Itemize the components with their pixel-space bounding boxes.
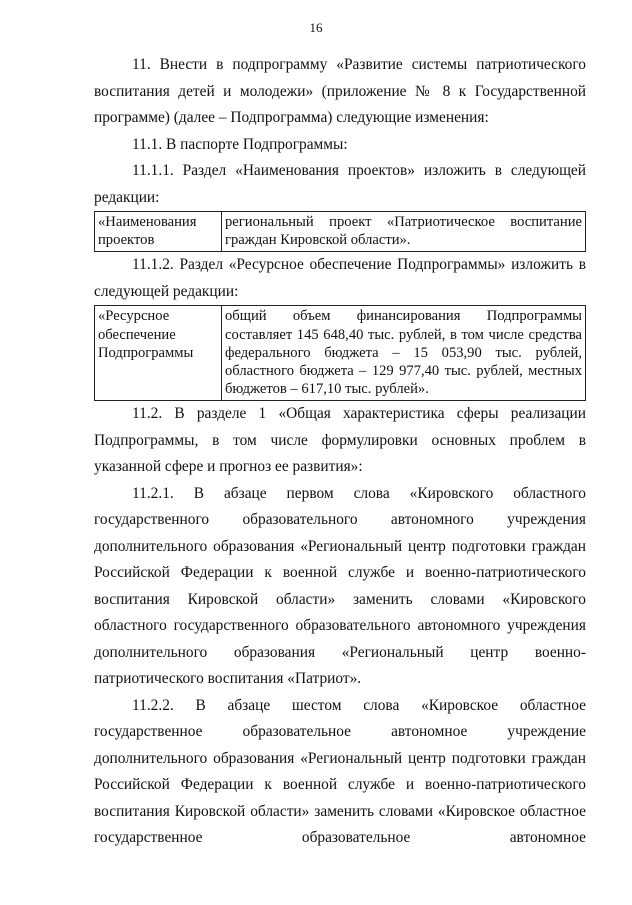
projects-value-cell: региональный проект «Патриотическое воспитание граждан Кировской области». [222, 212, 586, 252]
paragraph-11: 11. Внести в подпрограмму «Развитие системы патриотического воспитания детей и молодежи» (приложение № 8 к Государственной программе) (далее – Подпрограмма) следующие изменения: [94, 56, 586, 126]
table-row [95, 212, 586, 252]
paragraph-11-2-2: 11.2.2. В абзаце шестом слова «Кировское областное государственное образовательное автономное учреждение дополнительного образования «Региональный центр подготовки граждан Российской Федерации к военной службе и военно-патриотического воспитания Кировской области» заменить словами «Кировское областное государственное образовательное автономное [94, 696, 586, 847]
resources-table [94, 305, 586, 401]
paragraph-11-2-1: 11.2.1. В абзаце первом слова «Кировского областного государственного образовательного автономного учреждения дополнительного образования «Региональный центр подготовки граждан Российской Федерации к военной службе и военно-патриотического воспитания Кировской области» заменить словами «Кировского областного государственного образовательного автономного учреждения дополнительного образования «Региональный центр военно-патриотического воспитания «Патриот». [94, 484, 586, 688]
table-row [95, 306, 586, 401]
paragraph-11-1-1: 11.1.1. Раздел «Наименования проектов» изложить в следующей редакции: [94, 162, 586, 206]
document-body [94, 52, 586, 852]
projects-table [94, 211, 586, 252]
paragraph-11-1: 11.1. В паспорте Подпрограммы: [132, 135, 348, 153]
resources-value-cell: общий объем финансирования Подпрограммы составляет 145 648,40 тыс. рублей, в том числе средства федерального бюджета – 15 053,90 тыс. рублей, областного бюджета – 129 977,40 тыс. рублей, местных бюджетов – 617,10 тыс. рублей». [222, 306, 586, 401]
resources-label-cell: «Ресурсное обеспечение Подпрограммы [95, 306, 222, 401]
paragraph-11-1-2: 11.1.2. Раздел «Ресурсное обеспечение Подпрограммы» изложить в следующей редакции: [94, 256, 586, 300]
page-number: 16 [309, 20, 323, 35]
paragraph-11-2: 11.2. В разделе 1 «Общая характеристика сферы реализации Подпрограммы, в том числе формулировки основных проблем в указанной сфере и прогноз ее развития»: [94, 405, 586, 476]
projects-label-cell: «Наименования проектов [95, 212, 222, 252]
